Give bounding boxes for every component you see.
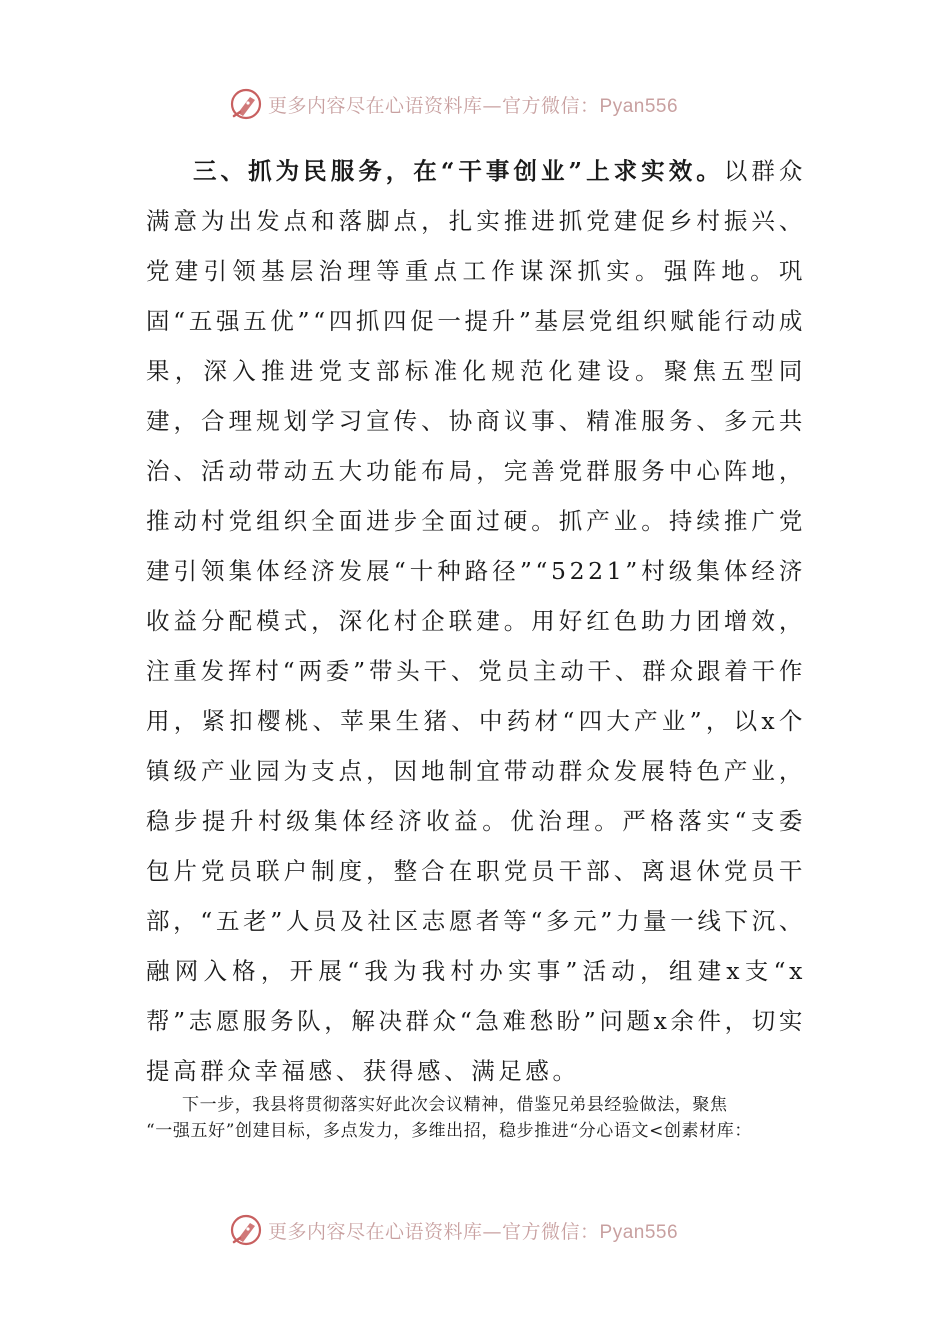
next-step-line-1: 下一步，我县将贯彻落实好此次会议精神，借鉴兄弟县经验做法，聚焦 <box>182 1095 728 1115</box>
section-heading: 三、抓为民服务，在“干事创业”上求实效。 <box>193 157 724 185</box>
watermark-banner-top <box>228 84 678 124</box>
wechat-id: Pyan556 <box>599 95 679 117</box>
next-step-paragraph <box>146 1092 806 1144</box>
section-body: 以群众满意为出发点和落脚点，扎实推进抓党建促乡村振兴、党建引领基层治理等重点工作谋深抓实。强阵地。巩固“五强五优”“四抓四促一提升”基层党组织赋能行动成果，深入推进党支部标准化规范化建设。聚焦五型同建，合理规划学习宣传、协商议事、精准服务、多元共治、活动带动五大功能布局，完善党群服务中心阵地，推动村党组织全面进步全面过硬。抓产业。持续推广党建引领集体经济发展“十种路径”“5221”村级集体经济收益分配模式，深化村企联建。用好红色助力团增效，注重发挥村“两委”带头干、党员主动干、群众跟着干作用，紧扣樱桃、苹果生猪、中药材“四大产业”，以x个镇级产业园为支点，因地制宜带动群众发展特色产业，稳步提升村级集体经济收益。优治理。严格落实“支委包片党员联户制度，整合在职党员干部、离退休党员干部，“五老”人员及社区志愿者等“多元”力量一线下沉、融网入格，开展“我为我村办实事”活动，组建x支“x帮”志愿服务队，解决群众“急难愁盼”问题x余件，切实提高群众幸福感、获得感、满足感。 <box>146 157 806 1085</box>
section-three-paragraph <box>146 146 806 1096</box>
watermark-text: 更多内容尽在心语资料库—官方微信：Pyan556 <box>268 1220 679 1243</box>
wechat-id: Pyan556 <box>599 1221 679 1243</box>
watermark-text: 更多内容尽在心语资料库—官方微信：Pyan556 <box>268 94 679 117</box>
pen-nib-circle-icon <box>228 1212 264 1248</box>
next-step-line-2: “一强五好”创建目标，多点发力，多维出招，稳步推进“分心语文<创素材库： <box>146 1121 752 1141</box>
watermark-banner-bottom <box>228 1210 678 1250</box>
pen-nib-circle-icon <box>228 86 264 122</box>
